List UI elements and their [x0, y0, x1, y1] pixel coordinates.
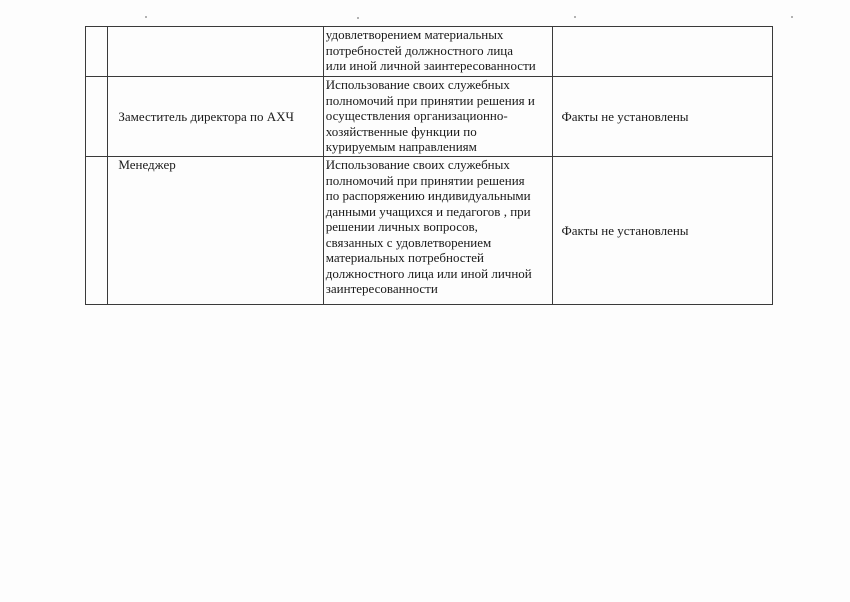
- text-line: Использование своих служебных: [325, 157, 510, 172]
- scan-speck: [357, 17, 359, 19]
- text-line: материальных потребностей: [325, 250, 484, 265]
- text-line: полномочий при принятии решения: [325, 172, 525, 188]
- row-number-cell: [86, 157, 108, 305]
- corruption-risk-table: [85, 26, 773, 305]
- text-line: Использование своих служебных: [325, 77, 510, 92]
- table-row: [86, 157, 773, 305]
- text-line: должностного лица или иной личной: [325, 265, 532, 281]
- position-cell: Заместитель директора по АХЧ: [108, 77, 323, 157]
- position-cell: Менеджер: [108, 157, 323, 305]
- table-row: [86, 77, 773, 157]
- result-cell: Факты не установлены: [553, 77, 773, 157]
- text-line: заинтересованности: [325, 281, 438, 296]
- text-line: хозяйственные функции по: [325, 123, 477, 139]
- text-line: данными учащихся и педагогов , при: [325, 203, 531, 219]
- table-row: [86, 27, 773, 77]
- scan-speck: [791, 16, 793, 18]
- scan-speck: [574, 16, 576, 18]
- risk-description-cell: [323, 27, 553, 77]
- text-line: решении личных вопросов,: [325, 219, 478, 234]
- text-line: по распоряжению индивидуальными: [325, 188, 531, 203]
- result-cell: Факты не установлены: [553, 157, 773, 305]
- text-line: осуществления организационно-: [325, 108, 508, 123]
- row-number-cell: [86, 77, 108, 157]
- text-line: полномочий при принятии решения и: [325, 92, 535, 108]
- text-line: удовлетворением материальных: [325, 27, 504, 42]
- text-line: связанных с удовлетворением: [325, 234, 492, 250]
- risk-description-cell: [323, 157, 553, 305]
- scan-speck: [145, 16, 147, 18]
- text-line: или иной личной заинтересованности: [325, 58, 536, 73]
- text-line: потребностей должностного лица: [325, 42, 514, 58]
- text-line: курируемым направлениям: [325, 139, 477, 154]
- row-number-cell: [86, 27, 108, 77]
- result-cell: [553, 27, 773, 77]
- position-cell: [108, 27, 323, 77]
- risk-description-cell: [323, 77, 553, 157]
